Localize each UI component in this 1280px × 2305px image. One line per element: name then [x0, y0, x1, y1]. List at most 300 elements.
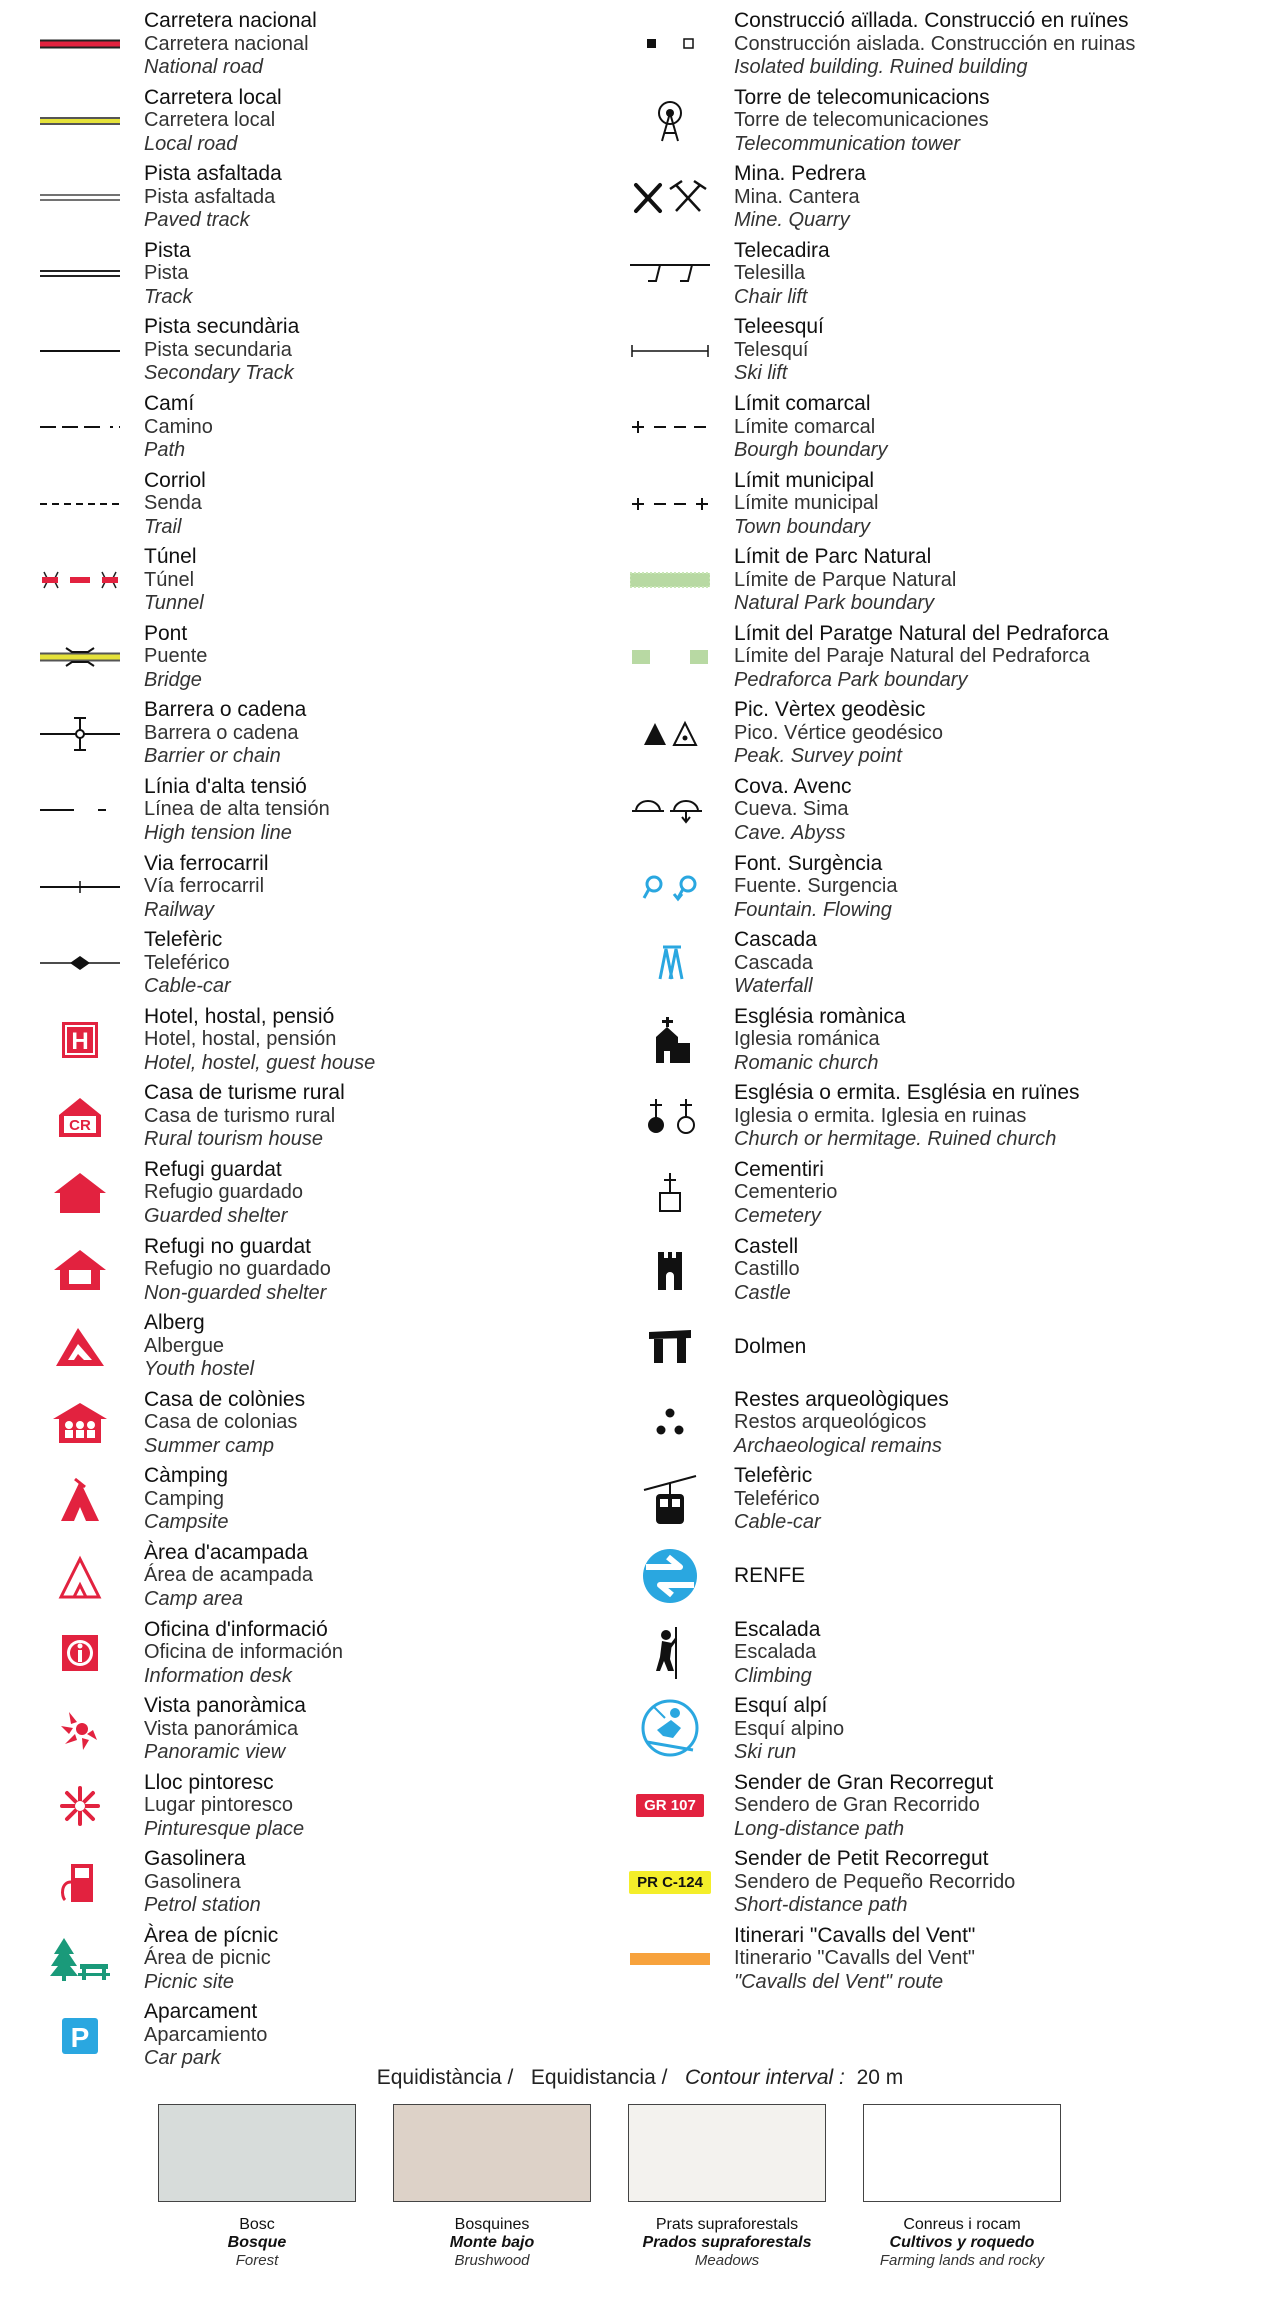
renfe-icon	[620, 1546, 720, 1606]
legend-item	[30, 925, 590, 1002]
legend-text	[130, 239, 193, 310]
label-en: Trail	[144, 515, 182, 538]
label-ca: Torre de telecomunicacions	[734, 85, 990, 109]
label-ca: Barrera o cadena	[144, 698, 307, 722]
label-ca: Escalada	[734, 1617, 821, 1641]
label-es: Fuente. Surgencia	[734, 875, 898, 898]
label-en: Cable-car	[144, 975, 231, 998]
label-es: Torre de telecomunicaciones	[734, 109, 989, 132]
label-ca: Esquí alpí	[734, 1694, 828, 1718]
legend-item	[620, 1614, 1260, 1691]
contour-value: 20 m	[856, 2066, 904, 2089]
label-es: Restos arqueológicos	[734, 1411, 927, 1434]
legend-text	[720, 1694, 844, 1765]
label-en: Short-distance path	[734, 1894, 908, 1917]
legend-text	[130, 1464, 228, 1535]
label-ca: Càmping	[144, 1464, 229, 1488]
tunnel-icon	[30, 550, 130, 610]
legend-item	[30, 1461, 590, 1538]
swatch-label-ca: Bosquines	[454, 2216, 530, 2233]
label-ca: Restes arqueològiques	[734, 1387, 949, 1411]
swatch-label-en: Brushwood	[454, 2252, 530, 2269]
legend-text	[720, 469, 879, 540]
label-es: Sendero de Pequeño Recorrido	[734, 1870, 1016, 1893]
label-en: Pedraforca Park boundary	[734, 668, 968, 691]
label-es: Telesquí	[734, 338, 809, 361]
label-ca: Vista panoràmica	[144, 1694, 306, 1718]
legend-text	[720, 1158, 837, 1229]
legend-item	[30, 542, 590, 619]
mine-icon	[620, 167, 720, 227]
legend-text	[720, 1924, 975, 1995]
legend-item	[30, 1078, 590, 1155]
legend-item	[30, 1002, 590, 1079]
church-icon	[620, 1087, 720, 1147]
pedraforca-boundary-icon	[620, 627, 720, 687]
legend-item	[620, 1844, 1260, 1921]
swatch-meadows	[628, 2104, 826, 2269]
legend-text	[720, 1618, 820, 1689]
contour-interval	[0, 2066, 1280, 2090]
label-es: Límite del Paraje Natural del Pedraforca	[734, 645, 1090, 668]
label-en: Railway	[144, 898, 215, 921]
label-en: Local road	[144, 132, 238, 155]
label-es: Refugio no guardado	[144, 1258, 331, 1281]
legend-text	[720, 545, 956, 616]
label-en: "Cavalls del Vent" route	[734, 1970, 944, 1993]
legend-text	[720, 162, 866, 233]
picnic-icon	[30, 1929, 130, 1989]
label-ca: Església o ermita. Església en ruïnes	[734, 1081, 1080, 1105]
label-ca: Lloc pintoresc	[144, 1770, 274, 1794]
legend-text	[720, 1847, 1015, 1918]
legend-text	[130, 1541, 313, 1612]
legend-item	[30, 236, 590, 313]
cemetery-icon	[620, 1163, 720, 1223]
label-ca: Casa de turisme rural	[144, 1081, 345, 1105]
legend-text	[720, 315, 824, 386]
label-es: Pista asfaltada	[144, 185, 276, 208]
cave-icon	[620, 780, 720, 840]
legend-item	[30, 1538, 590, 1615]
swatch-label-es: Cultivos y roquedo	[889, 2234, 1035, 2251]
legend-item	[620, 236, 1260, 313]
label-en: Castle	[734, 1281, 791, 1304]
summer-camp-icon	[30, 1393, 130, 1453]
legend-item	[30, 6, 590, 83]
swatch-brushwood	[393, 2104, 591, 2269]
label-en: Non-guarded shelter	[144, 1281, 327, 1304]
telecom-tower-icon	[620, 91, 720, 151]
legend-item	[620, 83, 1260, 160]
legend-text	[720, 622, 1109, 693]
label-es: Esquí alpino	[734, 1717, 845, 1740]
legend-item	[30, 772, 590, 849]
label-es: Puente	[144, 645, 208, 668]
legend-item	[620, 159, 1260, 236]
label-en: Camp area	[144, 1587, 243, 1610]
legend-text	[720, 1464, 821, 1535]
legend-item	[30, 389, 590, 466]
label-es: Pico. Vértice geodésico	[734, 721, 944, 744]
label-es: Cementerio	[734, 1181, 838, 1204]
barrier-icon	[30, 704, 130, 764]
legend-text	[130, 1235, 331, 1306]
legend-text	[130, 1924, 278, 1995]
label-en: Cemetery	[734, 1204, 821, 1227]
label-es: Camino	[144, 415, 213, 438]
label-en: Romanic church	[734, 1051, 879, 1074]
swatch-label-en: Forest	[235, 2252, 279, 2269]
label-en: Ski run	[734, 1741, 797, 1764]
label-ca: Àrea d'acampada	[144, 1540, 308, 1564]
secondary-track-icon	[30, 321, 130, 381]
gr-badge-icon	[620, 1776, 720, 1836]
legend-text	[130, 162, 282, 233]
legend-text	[720, 1081, 1080, 1152]
legend-item	[620, 1002, 1260, 1079]
label-en: Tunnel	[144, 592, 204, 615]
legend-item	[30, 1385, 590, 1462]
label-en: Waterfall	[734, 975, 813, 998]
label-es: Casa de colonias	[144, 1411, 298, 1434]
non-guarded-shelter-icon	[30, 1240, 130, 1300]
waterfall-icon	[620, 933, 720, 993]
legend-text	[720, 852, 897, 923]
legend-item	[620, 466, 1260, 543]
label-ca: Cova. Avenc	[734, 774, 852, 798]
swatch-farming-rocky	[863, 2104, 1061, 2269]
label-ca: Castell	[734, 1234, 799, 1258]
legend-text	[130, 9, 317, 80]
label-es: Castillo	[734, 1258, 800, 1281]
label-en: Fountain. Flowing	[734, 898, 892, 921]
label-es: Vía ferrocarril	[144, 875, 265, 898]
legend-text	[130, 852, 268, 923]
legend-item	[620, 1308, 1260, 1385]
label-es: Límite municipal	[734, 492, 879, 515]
label-en: Car park	[144, 2047, 221, 2070]
legend-text	[130, 1388, 305, 1459]
label-en: Path	[144, 439, 186, 462]
legend-item	[30, 1614, 590, 1691]
label-es: Itinerario "Cavalls del Vent"	[734, 1947, 975, 1970]
label-en: Telecommunication tower	[734, 132, 961, 155]
label-en: Track	[144, 285, 193, 308]
label-ca: Carretera local	[144, 85, 282, 109]
legend-text	[130, 698, 306, 769]
legend-text	[720, 775, 852, 846]
label-en: Secondary Track	[144, 362, 294, 385]
legend-text	[720, 698, 943, 769]
legend-text	[720, 1388, 949, 1459]
label-es: Cascada	[734, 951, 813, 974]
swatch-label-es: Bosque	[227, 2234, 287, 2251]
picturesque-place-icon	[30, 1776, 130, 1836]
legend-text	[720, 1235, 800, 1306]
fountain-icon	[620, 857, 720, 917]
swatch-box	[158, 2104, 356, 2202]
label-en: Cable-car	[734, 1511, 821, 1534]
label-es: Sendero de Gran Recorrido	[734, 1794, 980, 1817]
cable-car-icon	[620, 1470, 720, 1530]
legend-text	[130, 1158, 303, 1229]
legend-text	[130, 1005, 375, 1076]
paved-track-icon	[30, 167, 130, 227]
label-en: Bridge	[144, 668, 202, 691]
legend-item	[620, 312, 1260, 389]
label-en: Long-distance path	[734, 1817, 905, 1840]
swatch-label-ca: Bosc	[239, 2216, 275, 2233]
railway-icon	[30, 857, 130, 917]
legend-text	[130, 545, 204, 616]
legend-text	[130, 1081, 345, 1152]
label-ca: Teleesquí	[734, 315, 824, 339]
label-es: Límite de Parque Natural	[734, 568, 957, 591]
label-ca: Pista	[144, 238, 191, 262]
label-en: Panoramic view	[144, 1741, 286, 1764]
legend-item	[30, 1921, 590, 1998]
cable-car-line-icon	[30, 933, 130, 993]
label-es: Camping	[144, 1487, 225, 1510]
label-ca: Via ferrocarril	[144, 851, 269, 875]
label-es: Lugar pintoresco	[144, 1794, 293, 1817]
label-ca: Pista asfaltada	[144, 162, 282, 186]
legend-text	[130, 1771, 304, 1842]
label-es: Albergue	[144, 1334, 225, 1357]
legend-text	[130, 315, 299, 386]
label-ca: Construcció aïllada. Construcció en ruïnes	[734, 9, 1129, 33]
swatch-label-en: Farming lands and rocky	[879, 2252, 1045, 2269]
label-ca: Línia d'alta tensió	[144, 774, 307, 798]
label-ca: Refugi guardat	[144, 1157, 282, 1181]
label-ca: Cascada	[734, 928, 817, 952]
legend-item	[30, 312, 590, 389]
legend-text	[130, 2000, 267, 2071]
swatch-label-es: Monte bajo	[449, 2234, 535, 2251]
hotel-icon	[30, 1010, 130, 1070]
label-en: High tension line	[144, 821, 292, 844]
route-badge: GR 107	[636, 1794, 704, 1817]
legend-text	[720, 928, 817, 999]
legend-text	[130, 1847, 261, 1918]
youth-hostel-icon	[30, 1316, 130, 1376]
legend-text	[130, 928, 231, 999]
legend-text	[720, 1771, 993, 1842]
legend-item	[620, 1232, 1260, 1309]
label-es: Cueva. Sima	[734, 798, 849, 821]
label-es: Carretera local	[144, 109, 276, 132]
high-tension-line-icon	[30, 780, 130, 840]
peak-icon	[620, 704, 720, 764]
legend-item	[30, 1997, 590, 2074]
label-ca: Mina. Pedrera	[734, 162, 866, 186]
label-ca: Camí	[144, 392, 195, 416]
legend-text	[720, 1005, 906, 1076]
label-es: Senda	[144, 492, 202, 515]
label-es: Área de picnic	[144, 1947, 271, 1970]
label-en: Town boundary	[734, 515, 871, 538]
climbing-icon	[620, 1623, 720, 1683]
label-ca: Dolmen	[734, 1334, 807, 1358]
building-icon	[620, 14, 720, 74]
legend-text	[130, 1618, 343, 1689]
label-ca: Telefèric	[734, 1464, 813, 1488]
label-es: Mina. Cantera	[734, 185, 860, 208]
legend-text	[130, 469, 206, 540]
town-boundary-icon	[620, 474, 720, 534]
label-es: Pista	[144, 262, 189, 285]
legend-item	[620, 1078, 1260, 1155]
label-en: Petrol station	[144, 1894, 261, 1917]
campsite-icon	[30, 1470, 130, 1530]
label-es: Telesilla	[734, 262, 806, 285]
pr-badge-icon	[620, 1853, 720, 1913]
legend-text	[720, 9, 1135, 80]
label-ca: Túnel	[144, 545, 197, 569]
swatch-label-es: Prados supraforestals	[642, 2234, 812, 2251]
label-es: Escalada	[734, 1641, 817, 1664]
label-en: Climbing	[734, 1664, 812, 1687]
legend-text	[720, 239, 830, 310]
legend-item	[30, 159, 590, 236]
label-es: Iglesia o ermita. Iglesia en ruinas	[734, 1104, 1027, 1127]
romanic-church-icon	[620, 1010, 720, 1070]
label-es: Límite comarcal	[734, 415, 876, 438]
label-ca: Casa de colònies	[144, 1387, 306, 1411]
label-ca: Sender de Petit Recorregut	[734, 1847, 989, 1871]
archaeological-icon	[620, 1393, 720, 1453]
label-ca: Límit municipal	[734, 468, 875, 492]
legend-item	[620, 542, 1260, 619]
label-ca: Pic. Vèrtex geodèsic	[734, 698, 926, 722]
legend-item	[30, 466, 590, 543]
label-en: Rural tourism house	[144, 1128, 323, 1151]
local-road-icon	[30, 91, 130, 151]
label-es: Hotel, hostal, pensión	[144, 1028, 337, 1051]
trail-icon	[30, 474, 130, 534]
legend-column-right	[620, 6, 1260, 1997]
label-ca: Hotel, hostal, pensió	[144, 1004, 335, 1028]
legend-text	[720, 1564, 805, 1588]
label-ca: Telecadira	[734, 238, 830, 262]
legend-text	[720, 392, 887, 463]
label-en: Cave. Abyss	[734, 821, 846, 844]
label-en: Campsite	[144, 1511, 229, 1534]
label-es: Túnel	[144, 568, 195, 591]
legend-text	[130, 1694, 306, 1765]
legend-text	[130, 86, 282, 157]
label-ca: Telefèric	[144, 928, 223, 952]
legend-item	[30, 1308, 590, 1385]
legend-item	[620, 389, 1260, 466]
label-ca: RENFE	[734, 1564, 806, 1588]
ski-lift-icon	[620, 321, 720, 381]
swatch-label-ca: Conreus i rocam	[903, 2216, 1021, 2233]
label-ca: Església romànica	[734, 1004, 906, 1028]
label-en: Chair lift	[734, 285, 808, 308]
legend-item	[30, 1691, 590, 1768]
legend-item	[30, 695, 590, 772]
label-en: Guarded shelter	[144, 1204, 288, 1227]
label-es: Aparcamiento	[144, 2023, 268, 2046]
svg-text:CR: CR	[69, 1116, 91, 1134]
label-en: Natural Park boundary	[734, 592, 935, 615]
label-ca: Oficina d'informació	[144, 1617, 328, 1641]
label-es: Barrera o cadena	[144, 721, 299, 744]
bridge-icon	[30, 627, 130, 687]
ski-icon	[620, 1699, 720, 1759]
natural-park-boundary-icon	[620, 550, 720, 610]
legend-text	[130, 775, 330, 846]
label-es: Construcción aislada. Construcción en ruinas	[734, 32, 1136, 55]
label-en: National road	[144, 56, 263, 79]
guarded-shelter-icon	[30, 1163, 130, 1223]
label-ca: Refugi no guardat	[144, 1234, 311, 1258]
camp-area-icon	[30, 1546, 130, 1606]
svg-text:H: H	[71, 1028, 89, 1056]
track-icon	[30, 244, 130, 304]
label-en: Pinturesque place	[144, 1817, 305, 1840]
swatch-forest	[158, 2104, 356, 2269]
path-icon	[30, 397, 130, 457]
label-ca: Límit de Parc Natural	[734, 545, 932, 569]
label-ca: Cementiri	[734, 1157, 824, 1181]
legend-item	[30, 619, 590, 696]
parking-icon	[30, 2006, 130, 2066]
legend-item	[30, 849, 590, 926]
route-badge: PR C-124	[629, 1871, 711, 1894]
swatch-box	[863, 2104, 1061, 2202]
legend-item	[30, 1844, 590, 1921]
legend-item	[620, 1461, 1260, 1538]
rural-tourism-icon	[30, 1087, 130, 1147]
label-es: Teleférico	[734, 1487, 820, 1510]
label-en: Youth hostel	[144, 1358, 255, 1381]
label-en: Barrier or chain	[144, 745, 281, 768]
label-en: Ski lift	[734, 362, 788, 385]
label-es: Casa de turismo rural	[144, 1104, 336, 1127]
label-en: Church or hermitage. Ruined church	[734, 1128, 1057, 1151]
svg-text:P: P	[70, 2021, 90, 2053]
legend-text	[720, 86, 990, 157]
label-es: Área de acampada	[144, 1564, 314, 1587]
swatch-label-ca: Prats supraforestals	[655, 2216, 799, 2233]
legend-text	[720, 1335, 806, 1359]
label-en: Bourgh boundary	[734, 439, 888, 462]
label-en: Mine. Quarry	[734, 209, 850, 232]
label-ca: Alberg	[144, 1311, 205, 1335]
contour-label-ca: Equidistància /	[376, 2066, 514, 2089]
cavalls-route-icon	[620, 1929, 720, 1989]
label-en: Summer camp	[144, 1434, 275, 1457]
label-es: Oficina de información	[144, 1641, 343, 1664]
swatch-box	[393, 2104, 591, 2202]
legend-item	[620, 1691, 1260, 1768]
label-ca: Pont	[144, 621, 188, 645]
legend-item	[30, 1155, 590, 1232]
contour-label-en: Contour interval :	[684, 2066, 845, 2089]
label-ca: Aparcament	[144, 2000, 258, 2024]
label-ca: Sender de Gran Recorregut	[734, 1770, 994, 1794]
label-en: Isolated building. Ruined building	[734, 56, 1028, 79]
label-es: Vista panorámica	[144, 1717, 299, 1740]
legend-item	[620, 1768, 1260, 1845]
legend-item	[620, 1921, 1260, 1998]
legend-item	[620, 1155, 1260, 1232]
label-ca: Pista secundària	[144, 315, 300, 339]
label-es: Iglesia románica	[734, 1028, 880, 1051]
